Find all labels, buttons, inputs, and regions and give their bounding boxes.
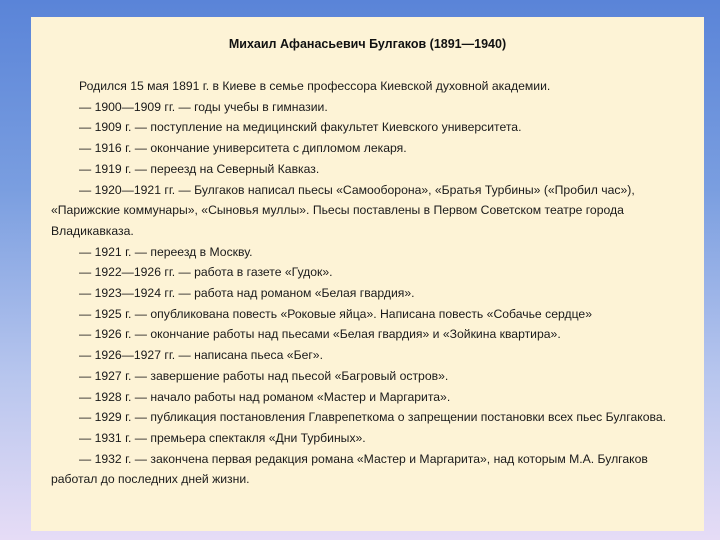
biography-entry: — 1925 г. — опубликована повесть «Роковые яйца». Написана повесть «Собачье сердце» — [79, 306, 592, 321]
biography-entry: — 1916 г. — окончание университета с дипломом лекаря. — [79, 141, 407, 156]
biography-entry: — 1909 г. — поступление на медицинский факультет Киевского университета. — [79, 120, 522, 135]
biography-entry: — 1920—1921 гг. — Булгаков написал пьесы «Самооборона», «Братья Турбины» («Пробил час»), «Парижские коммунары», «Сыновья муллы». Пьесы поставлены в Первом Советском театре города Владикавказа. — [51, 182, 635, 238]
biography-entry: — 1932 г. — закончена первая редакция романа «Мастер и Маргарита», над которым М.А. Булгаков работал до последних дней жизни. — [51, 451, 648, 487]
biography-entry: Родился 15 мая 1891 г. в Киеве в семье профессора Киевской духовной академии. — [79, 79, 551, 93]
page-title: Михаил Афанасьевич Булгаков (1891—1940) — [228, 37, 507, 51]
biography-entry: — 1926 г. — окончание работы над пьесами «Белая гвардия» и «Зойкина квартира». — [79, 327, 561, 342]
biography-entry: — 1931 г. — премьера спектакля «Дни Турбиных». — [79, 430, 366, 445]
biography-entry: — 1921 г. — переезд в Москву. — [79, 244, 253, 259]
biography-entry: — 1927 г. — завершение работы над пьесой «Багровый остров». — [79, 368, 449, 383]
biography-entry: — 1929 г. — публикация постановления Главрепеткома о запрещении постановки всех пьес Булгакова. — [79, 410, 666, 425]
document-page — [31, 17, 704, 531]
biography-entry: — 1922—1926 гг. — работа в газете «Гудок». — [79, 265, 333, 280]
biography-text — [51, 76, 691, 490]
biography-entry: — 1900—1909 гг. — годы учебы в гимназии. — [79, 99, 328, 114]
biography-entry: — 1928 г. — начало работы над романом «Мастер и Маргарита». — [79, 389, 451, 404]
biography-entry: — 1923—1924 гг. — работа над романом «Белая гвардия». — [79, 286, 415, 301]
biography-entry: — 1919 г. — переезд на Северный Кавказ. — [79, 161, 320, 176]
biography-entry: — 1926—1927 гг. — написана пьеса «Бег». — [79, 348, 323, 363]
